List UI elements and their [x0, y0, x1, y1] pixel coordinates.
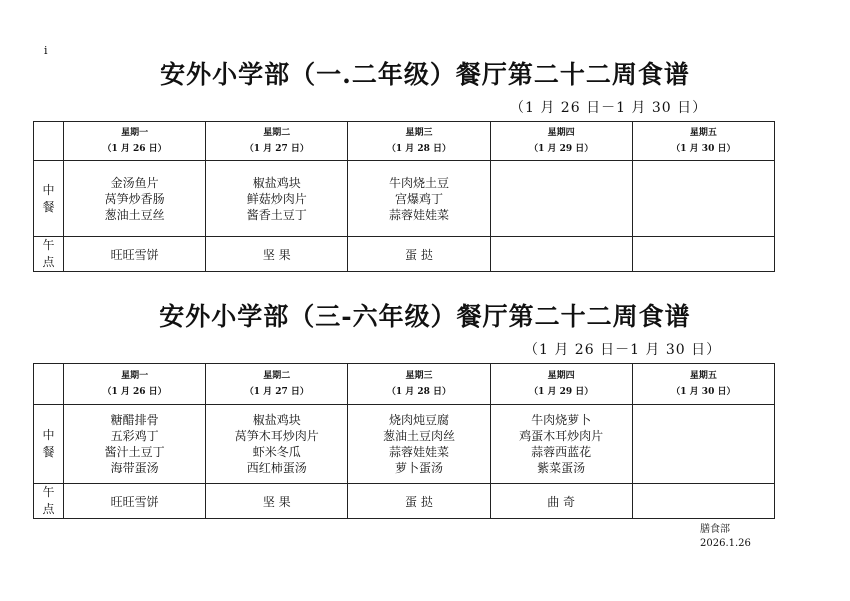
dish-item: 五彩鸡丁 — [110, 429, 159, 443]
snack-cell: 旺旺雪饼 — [64, 484, 206, 519]
day-date: （1 月 26 日） — [102, 387, 167, 397]
table-header-row — [34, 364, 775, 405]
menu-date-range: （1 月 26 日－1 月 30 日） — [510, 100, 708, 116]
day-name: 星期二 — [263, 371, 291, 381]
menu-title-grade-1-2: 安外小学部（一.二年级）餐厅第二十二周食谱 — [160, 60, 690, 89]
lunch-row — [34, 161, 775, 237]
dish-item: 紫菜蛋汤 — [537, 461, 586, 475]
menu-table-grade-3-6 — [33, 363, 775, 519]
menu-table-grade-1-2 — [33, 121, 775, 272]
day-header — [206, 122, 348, 161]
lunch-cell — [490, 405, 632, 484]
snack-cell — [632, 484, 774, 519]
row-label-snack: 午 点 — [34, 237, 64, 272]
day-date: （1 月 30 日） — [671, 144, 736, 154]
dish-item: 烧肉炖豆腐 — [388, 413, 449, 427]
dish-item: 宫爆鸡丁 — [394, 191, 443, 206]
dish-item: 糖醋排骨 — [110, 413, 159, 427]
snack-cell: 坚 果 — [206, 484, 348, 519]
dish-item: 葱油土豆丝 — [104, 207, 165, 222]
day-name: 星期五 — [689, 128, 717, 138]
dish-item: 萝卜蛋汤 — [394, 461, 443, 475]
day-header — [490, 364, 632, 405]
snack-cell: 蛋 挞 — [348, 237, 490, 272]
dish-item: 鸡蛋木耳炒肉片 — [519, 429, 604, 443]
dish-item: 葱油土豆肉丝 — [382, 429, 455, 443]
day-header — [206, 364, 348, 405]
lunch-cell — [206, 405, 348, 484]
dish-item: 海带蛋汤 — [110, 461, 159, 475]
day-date: （1 月 27 日） — [244, 387, 309, 397]
lunch-cell — [348, 161, 490, 237]
dish-item: 莴笋木耳炒肉片 — [234, 429, 319, 443]
day-date: （1 月 30 日） — [671, 387, 736, 397]
dish-item: 牛肉烧萝卜 — [531, 413, 592, 427]
lunch-cell — [64, 405, 206, 484]
lunch-cell — [490, 161, 632, 237]
snack-cell: 坚 果 — [206, 237, 348, 272]
day-date: （1 月 26 日） — [102, 144, 167, 154]
snack-cell — [490, 237, 632, 272]
snack-cell: 曲 奇 — [490, 484, 632, 519]
day-header — [64, 364, 206, 405]
day-name: 星期一 — [121, 128, 149, 138]
dish-item: 酱香土豆丁 — [246, 207, 307, 222]
day-name: 星期三 — [405, 128, 433, 138]
row-label-lunch: 中 餐 — [34, 405, 64, 484]
day-name: 星期四 — [547, 371, 575, 381]
day-name: 星期三 — [405, 371, 433, 381]
snack-cell: 旺旺雪饼 — [64, 237, 206, 272]
dish-item: 蒜蓉西蓝花 — [531, 445, 592, 459]
dish-item: 椒盐鸡块 — [252, 413, 301, 427]
day-header — [490, 122, 632, 161]
dish-item: 蒜蓉娃娃菜 — [388, 207, 449, 222]
day-header — [632, 122, 774, 161]
day-header — [632, 364, 774, 405]
day-date: （1 月 27 日） — [244, 144, 309, 154]
lunch-row — [34, 405, 775, 484]
dish-item: 酱汁土豆丁 — [104, 445, 165, 459]
snack-row — [34, 484, 775, 519]
dish-item: 金汤鱼片 — [110, 175, 159, 190]
dish-item: 鲜菇炒肉片 — [246, 191, 307, 206]
snack-cell — [632, 237, 774, 272]
lunch-cell — [632, 405, 774, 484]
table-corner — [34, 364, 64, 405]
footer-department: 膳食部 — [700, 524, 730, 535]
day-name: 星期一 — [121, 371, 149, 381]
lunch-cell — [206, 161, 348, 237]
day-header — [348, 364, 490, 405]
lunch-cell — [632, 161, 774, 237]
menu-date-range: （1 月 26 日－1 月 30 日） — [524, 342, 722, 358]
dish-item: 西红柿蛋汤 — [246, 461, 307, 475]
table-corner — [34, 122, 64, 161]
day-date: （1 月 29 日） — [529, 144, 594, 154]
day-date: （1 月 28 日） — [386, 144, 452, 154]
snack-cell: 蛋 挞 — [348, 484, 490, 519]
row-label-snack: 午 点 — [34, 484, 64, 519]
day-header — [64, 122, 206, 161]
day-name: 星期四 — [547, 128, 575, 138]
dish-item: 蒜蓉娃娃菜 — [388, 445, 449, 459]
lunch-cell — [348, 405, 490, 484]
dish-item: 虾米冬瓜 — [252, 445, 301, 459]
dish-item: 椒盐鸡块 — [252, 175, 301, 190]
day-name: 星期二 — [263, 128, 291, 138]
dish-item: 莴笋炒香肠 — [104, 191, 165, 206]
menu-title-grade-3-6: 安外小学部（三-六年级）餐厅第二十二周食谱 — [159, 302, 691, 331]
table-header-row — [34, 122, 775, 161]
lunch-cell — [64, 161, 206, 237]
row-label-lunch: 中 餐 — [34, 161, 64, 237]
page-mark: i — [44, 44, 48, 57]
day-header — [348, 122, 490, 161]
day-date: （1 月 29 日） — [529, 387, 594, 397]
footer-date: 2026.1.26 — [700, 538, 751, 549]
dish-item: 牛肉烧土豆 — [388, 175, 449, 190]
snack-row — [34, 237, 775, 272]
day-date: （1 月 28 日） — [386, 387, 452, 397]
day-name: 星期五 — [689, 371, 717, 381]
